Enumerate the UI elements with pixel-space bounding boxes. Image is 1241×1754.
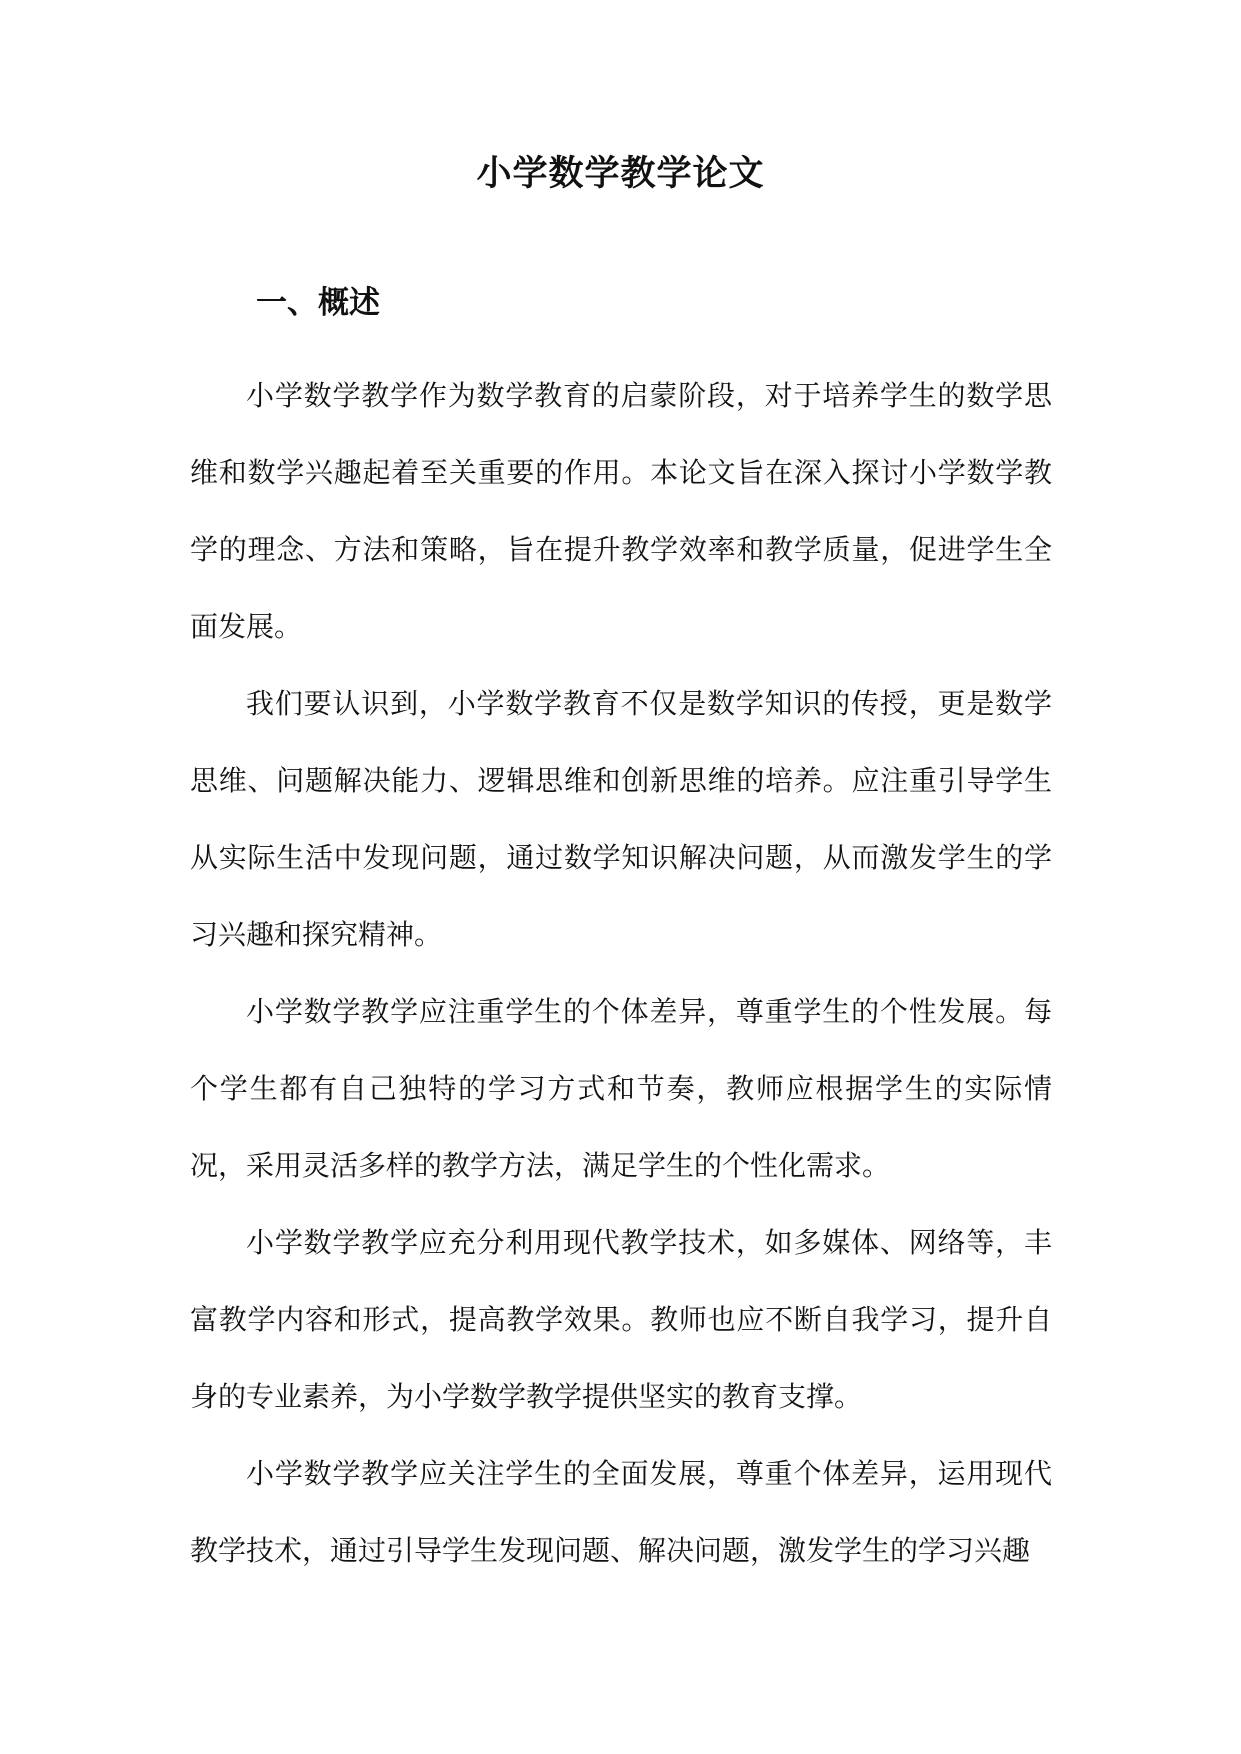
paragraph-5: 小学数学教学应关注学生的全面发展，尊重个体差异，运用现代教学技术，通过引导学生发现问题、解决问题，激发学生的学习兴趣	[190, 1457, 1052, 1567]
paragraph-4: 小学数学教学应充分利用现代教学技术，如多媒体、网络等，丰富教学内容和形式，提高教学效果。教师也应不断自我学习，提升自身的专业素养，为小学数学教学提供坚实的教育支撑。	[190, 1226, 1052, 1413]
document-title: 小学数学教学论文	[476, 153, 765, 194]
paragraph-2: 我们要认识到，小学数学教育不仅是数学知识的传授，更是数学思维、问题解决能力、逻辑思维和创新思维的培养。应注重引导学生从实际生活中发现问题，通过数学知识解决问题，从而激发学生的学习兴趣和探究精神。	[190, 687, 1052, 951]
body-text	[190, 357, 1052, 1589]
paragraph-1: 小学数学教学作为数学教育的启蒙阶段，对于培养学生的数学思维和数学兴趣起着至关重要的作用。本论文旨在深入探讨小学数学教学的理念、方法和策略，旨在提升教学效率和教学质量，促进学生全面发展。	[190, 379, 1052, 643]
section-heading: 一、概述	[256, 285, 380, 321]
paragraph-3: 小学数学教学应注重学生的个体差异，尊重学生的个性发展。每个学生都有自己独特的学习方式和节奏，教师应根据学生的实际情况，采用灵活多样的教学方法，满足学生的个性化需求。	[190, 995, 1052, 1182]
